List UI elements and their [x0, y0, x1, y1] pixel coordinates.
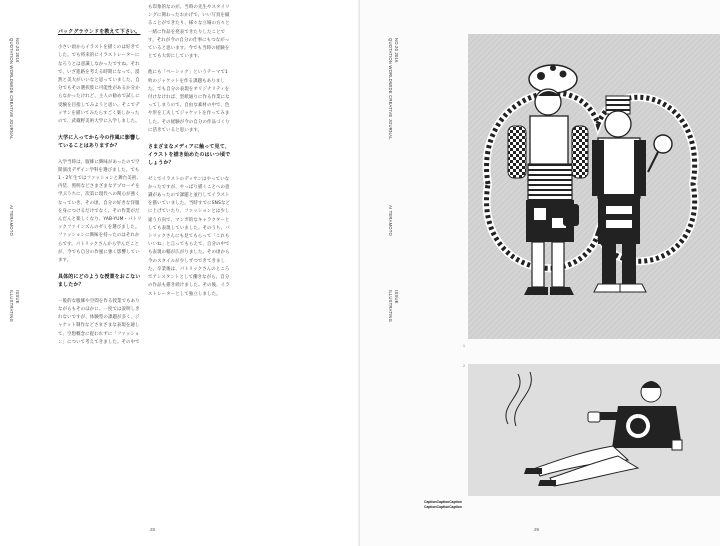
- section-sub: ISSUE: [14, 290, 20, 304]
- page-number-right: 29: [534, 527, 540, 532]
- answer-paragraph: 入学当時は、服飾に興味があったので空間演出デザイン学科を選びました。でも1・2年生ではファッションと舞台美術、内装、照明などさまざまなアプローチを学ぶうちに、次第に現代への関心が強くなっていき、その頃、自分の好きな洋服を身につけるだけでなく、その作業がだんだんと楽しくなり、YAB-YUM・パトリックファインズんのゼミを選びました。ファッションに興味を持ったのはそれからです。パトリックさんから学んだことが、今でも自分の作風に強く影響しています。: [58, 159, 142, 264]
- section-name: ILLUSTRATING: [8, 290, 14, 323]
- illustration-two-figures-drawing: [468, 34, 720, 339]
- artist-name: AI TERAMOTO: [387, 205, 393, 236]
- illustration-two-figures: [468, 34, 720, 339]
- image-caption: [424, 500, 462, 510]
- illustration-seated-figure: [468, 364, 720, 496]
- section-name: ILLUSTRATING: [387, 290, 393, 323]
- issue-number: NO.20 2016: [393, 38, 399, 63]
- section-sub: ISSUE: [393, 290, 399, 304]
- text-column-2: [148, 4, 232, 307]
- question-heading: さまざまなメディアに触って見て、イラストを描き始めたのはいつ頃でしょうか？: [148, 144, 231, 167]
- issue-number: NO.20 2016: [14, 38, 20, 63]
- answer-paragraph: 小さい頃からイラストを描くのは好きでした。でも将来的にイラストレーターになろうとは意識しなかったですね。それで、いざ進路を考える時期になって、漠然と美大がいいなと思っていました。自分でもその選択肢に可能性があるか分からなかったけれど、主人の勧めで試しに受験を目指してみようと思い、そこでデッサンを描いてみたらすごく楽しかったので、武蔵野美術大学に入学しました。: [58, 45, 140, 125]
- answer-paragraph: 他にも「ベーシック」というテーマで1枚のジャケットを作る課題もありました。でも自分の表現をオリジナリティを付けなければ、型紙通りに作る作業になってしまうので、自由な素材の中で、色や形を工夫してジャケットを作ってみました。その経験が今の自分の作品づくりに活きていると思います。: [148, 70, 230, 133]
- question-heading: バックグラウンドを教えて下さい。: [58, 29, 141, 35]
- artist-name: AI TERAMOTO: [8, 205, 14, 236]
- answer-paragraph: ゼミでイラストのデッサンはやっていなかったですが、やっぱり描くことへの意識があったので課題と並行してイラストを描いていました。当時すでにSNSなどに上げていたり、ファッションとは少し違う方向で、マンガ的なキャラクターとしても表現していました。そのうち、パトリックさんにも見てもらって「これもいいね」と言ってもらえて、自分の中でも表現の幅が広がりました。その頃から今のスタイルが少しずつできてきました。卒業後は、パトリックさんのところでアシスタントとして働きながら、自分の作品も描き続けました。その後、イラストレーターとして独立しました。: [148, 176, 231, 297]
- caption-line: CaptionCaptionCaption: [424, 505, 462, 509]
- question-heading: 大学に入ってから今の作風に影響していることはありますか？: [58, 135, 141, 150]
- plate-number: 1: [463, 344, 465, 348]
- text-column-1: [58, 28, 142, 355]
- journal-title: QUOTATION WORLDWIDE CREATIVE JOURNAL: [387, 38, 393, 140]
- page-number-left: 28: [150, 527, 156, 532]
- answer-paragraph: も印象的なのが、当時の先生やスタイリングに関わったおかげで、いい写真を撮ることができたり、様々な立場の方々と一緒に作品を発表できたりしたことです。それが今の自分の仕事にもつながっていると思います。今でも当時の経験をとても大切にしています。: [148, 5, 230, 60]
- answer-paragraph: 一般的な服飾や空間を作る授業でもありながらもそのほかに、一度では説明しきれないですが、体験型の課題が多く、ジャケット制作などさまざまな表現を通して、空想概念に捉われずに「ファッション」について考えてきました。その中で: [58, 298, 140, 345]
- illustration-seated-figure-drawing: [468, 364, 720, 496]
- plate-number: 2: [463, 364, 465, 368]
- question-heading: 具体的にどのような授業をおこないましたか？: [58, 274, 141, 289]
- journal-title: QUOTATION WORLDWIDE CREATIVE JOURNAL: [8, 38, 14, 140]
- caption-line: CaptionCaptionCaption: [424, 500, 462, 504]
